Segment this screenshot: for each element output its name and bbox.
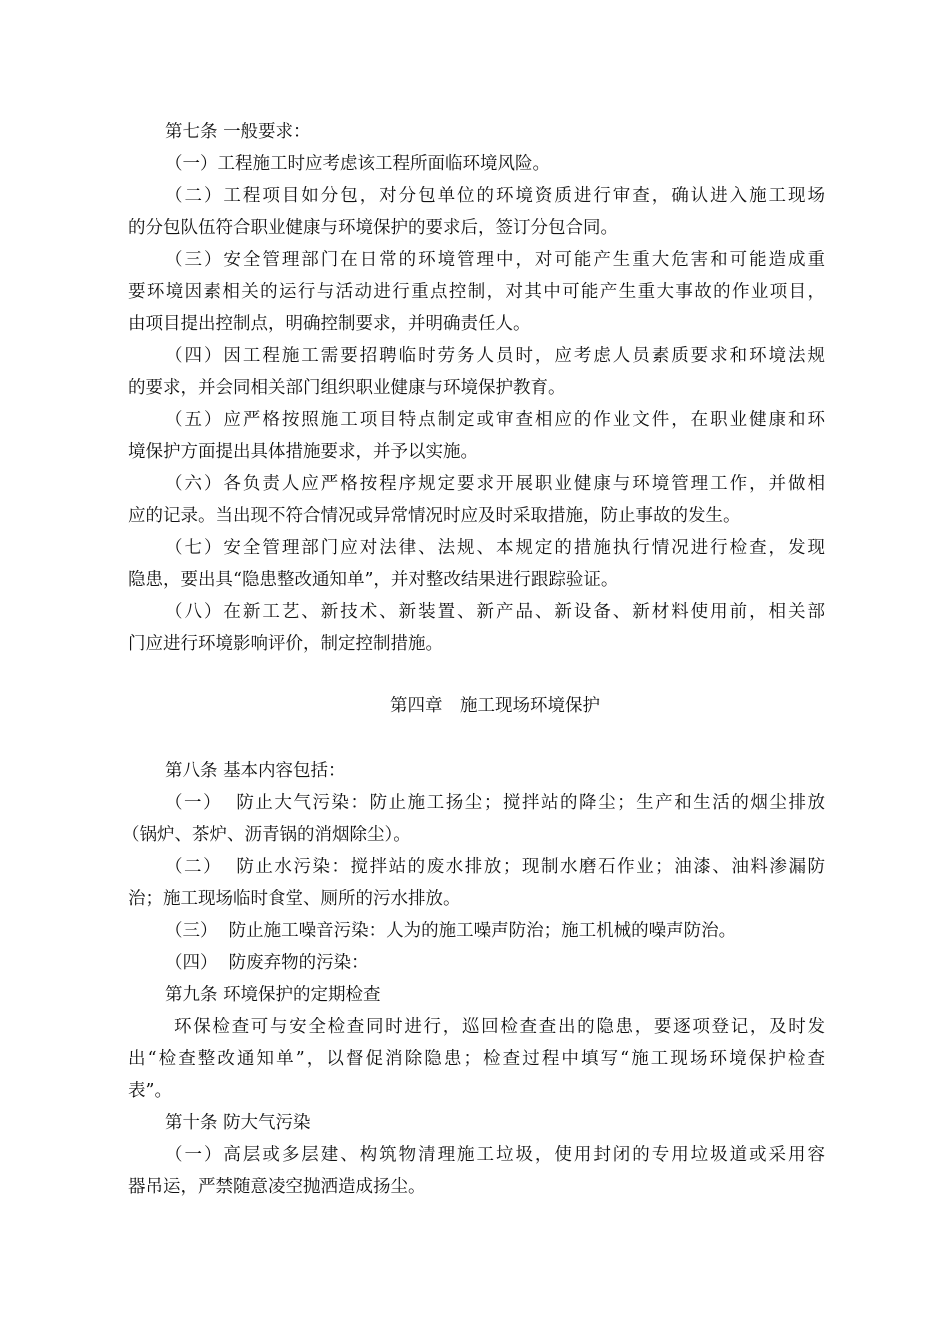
section-9-para-line-3: 表”。 bbox=[128, 1081, 172, 1101]
section-7-item-5-line-2: 境保护方面提出具体措施要求，并予以实施。 bbox=[128, 442, 478, 462]
section-7-item-3-line-2: 要环境因素相关的运行与活动进行重点控制，对其中可能产生重大事故的作业项目， bbox=[128, 282, 825, 302]
section-8-item-1-line-2: （锅炉、茶炉、沥青锅的消烟除尘）。 bbox=[122, 825, 411, 845]
section-7-item-2-line-2: 的分包队伍符合职业健康与环境保护的要求后，签订分包合同。 bbox=[128, 218, 618, 238]
section-7-item-6-line-1: （六）各负责人应严格按程序规定要求开展职业健康与环境管理工作，并做相 bbox=[165, 474, 825, 494]
section-8-item-2-line-1: （二） 防止水污染：搅拌站的废水排放；现制水磨石作业；油漆、油料渗漏防 bbox=[165, 857, 825, 877]
section-7-item-3-line-3: 由项目提出控制点，明确控制要求，并明确责任人。 bbox=[128, 314, 531, 334]
section-7-item-4-line-1: （四）因工程施工需要招聘临时劳务人员时，应考虑人员素质要求和环境法规 bbox=[165, 346, 825, 366]
section-7-item-8-line-1: （八）在新工艺、新技术、新装置、新产品、新设备、新材料使用前，相关部 bbox=[165, 602, 825, 622]
section-8-item-1-line-1: （一） 防止大气污染：防止施工扬尘；搅拌站的降尘；生产和生活的烟尘排放 bbox=[165, 793, 825, 813]
section-8-item-4: （四） 防废弃物的污染： bbox=[165, 953, 369, 973]
section-10-item-1-line-1: （一）高层或多层建、构筑物清理施工垃圾，使用封闭的专用垃圾道或采用容 bbox=[165, 1145, 825, 1165]
section-7-item-7-line-1: （七）安全管理部门应对法律、法规、本规定的措施执行情况进行检查，发现 bbox=[165, 538, 825, 558]
section-10-item-1-line-2: 器吊运，严禁随意凌空抛洒造成扬尘。 bbox=[128, 1177, 426, 1197]
section-7-item-5-line-1: （五）应严格按照施工项目特点制定或审查相应的作业文件，在职业健康和环 bbox=[165, 410, 825, 430]
section-9-para-line-1: 环保检查可与安全检查同时进行，巡回检查查出的隐患，要逐项登记，及时发 bbox=[174, 1017, 825, 1037]
section-7-item-6-line-2: 应的记录。当出现不符合情况或异常情况时应及时采取措施，防止事故的发生。 bbox=[128, 506, 741, 526]
section-7-item-7-line-2: 隐患，要出具“隐患整改通知单”，并对整改结果进行跟踪验证。 bbox=[128, 570, 619, 590]
section-8-heading: 第八条 基本内容包括： bbox=[165, 761, 346, 781]
section-8-item-3: （三） 防止施工噪音污染：人为的施工噪声防治；施工机械的噪声防治。 bbox=[165, 921, 737, 941]
section-10-heading: 第十条 防大气污染 bbox=[165, 1113, 311, 1133]
section-9-heading: 第九条 环境保护的定期检查 bbox=[165, 985, 381, 1005]
section-7-item-3-line-1: （三）安全管理部门在日常的环境管理中，对可能产生重大危害和可能造成重 bbox=[165, 250, 825, 270]
section-7-item-8-line-2: 门应进行环境影响评价，制定控制措施。 bbox=[128, 634, 443, 654]
section-8-item-2-line-2: 治；施工现场临时食堂、厕所的污水排放。 bbox=[128, 889, 461, 909]
chapter-4-title: 第四章 施工现场环境保护 bbox=[390, 696, 600, 716]
section-7-item-1: （一）工程施工时应考虑该工程所面临环境风险。 bbox=[165, 154, 550, 174]
section-7-item-4-line-2: 的要求，并会同相关部门组织职业健康与环境保护教育。 bbox=[128, 378, 566, 398]
section-7-item-2-line-1: （二）工程项目如分包，对分包单位的环境资质进行审查，确认进入施工现场 bbox=[165, 186, 825, 206]
section-9-para-line-2: 出“检查整改通知单”，以督促消除隐患；检查过程中填写“施工现场环境保护检查 bbox=[128, 1049, 825, 1069]
section-7-heading: 第七条 一般要求： bbox=[165, 122, 311, 142]
